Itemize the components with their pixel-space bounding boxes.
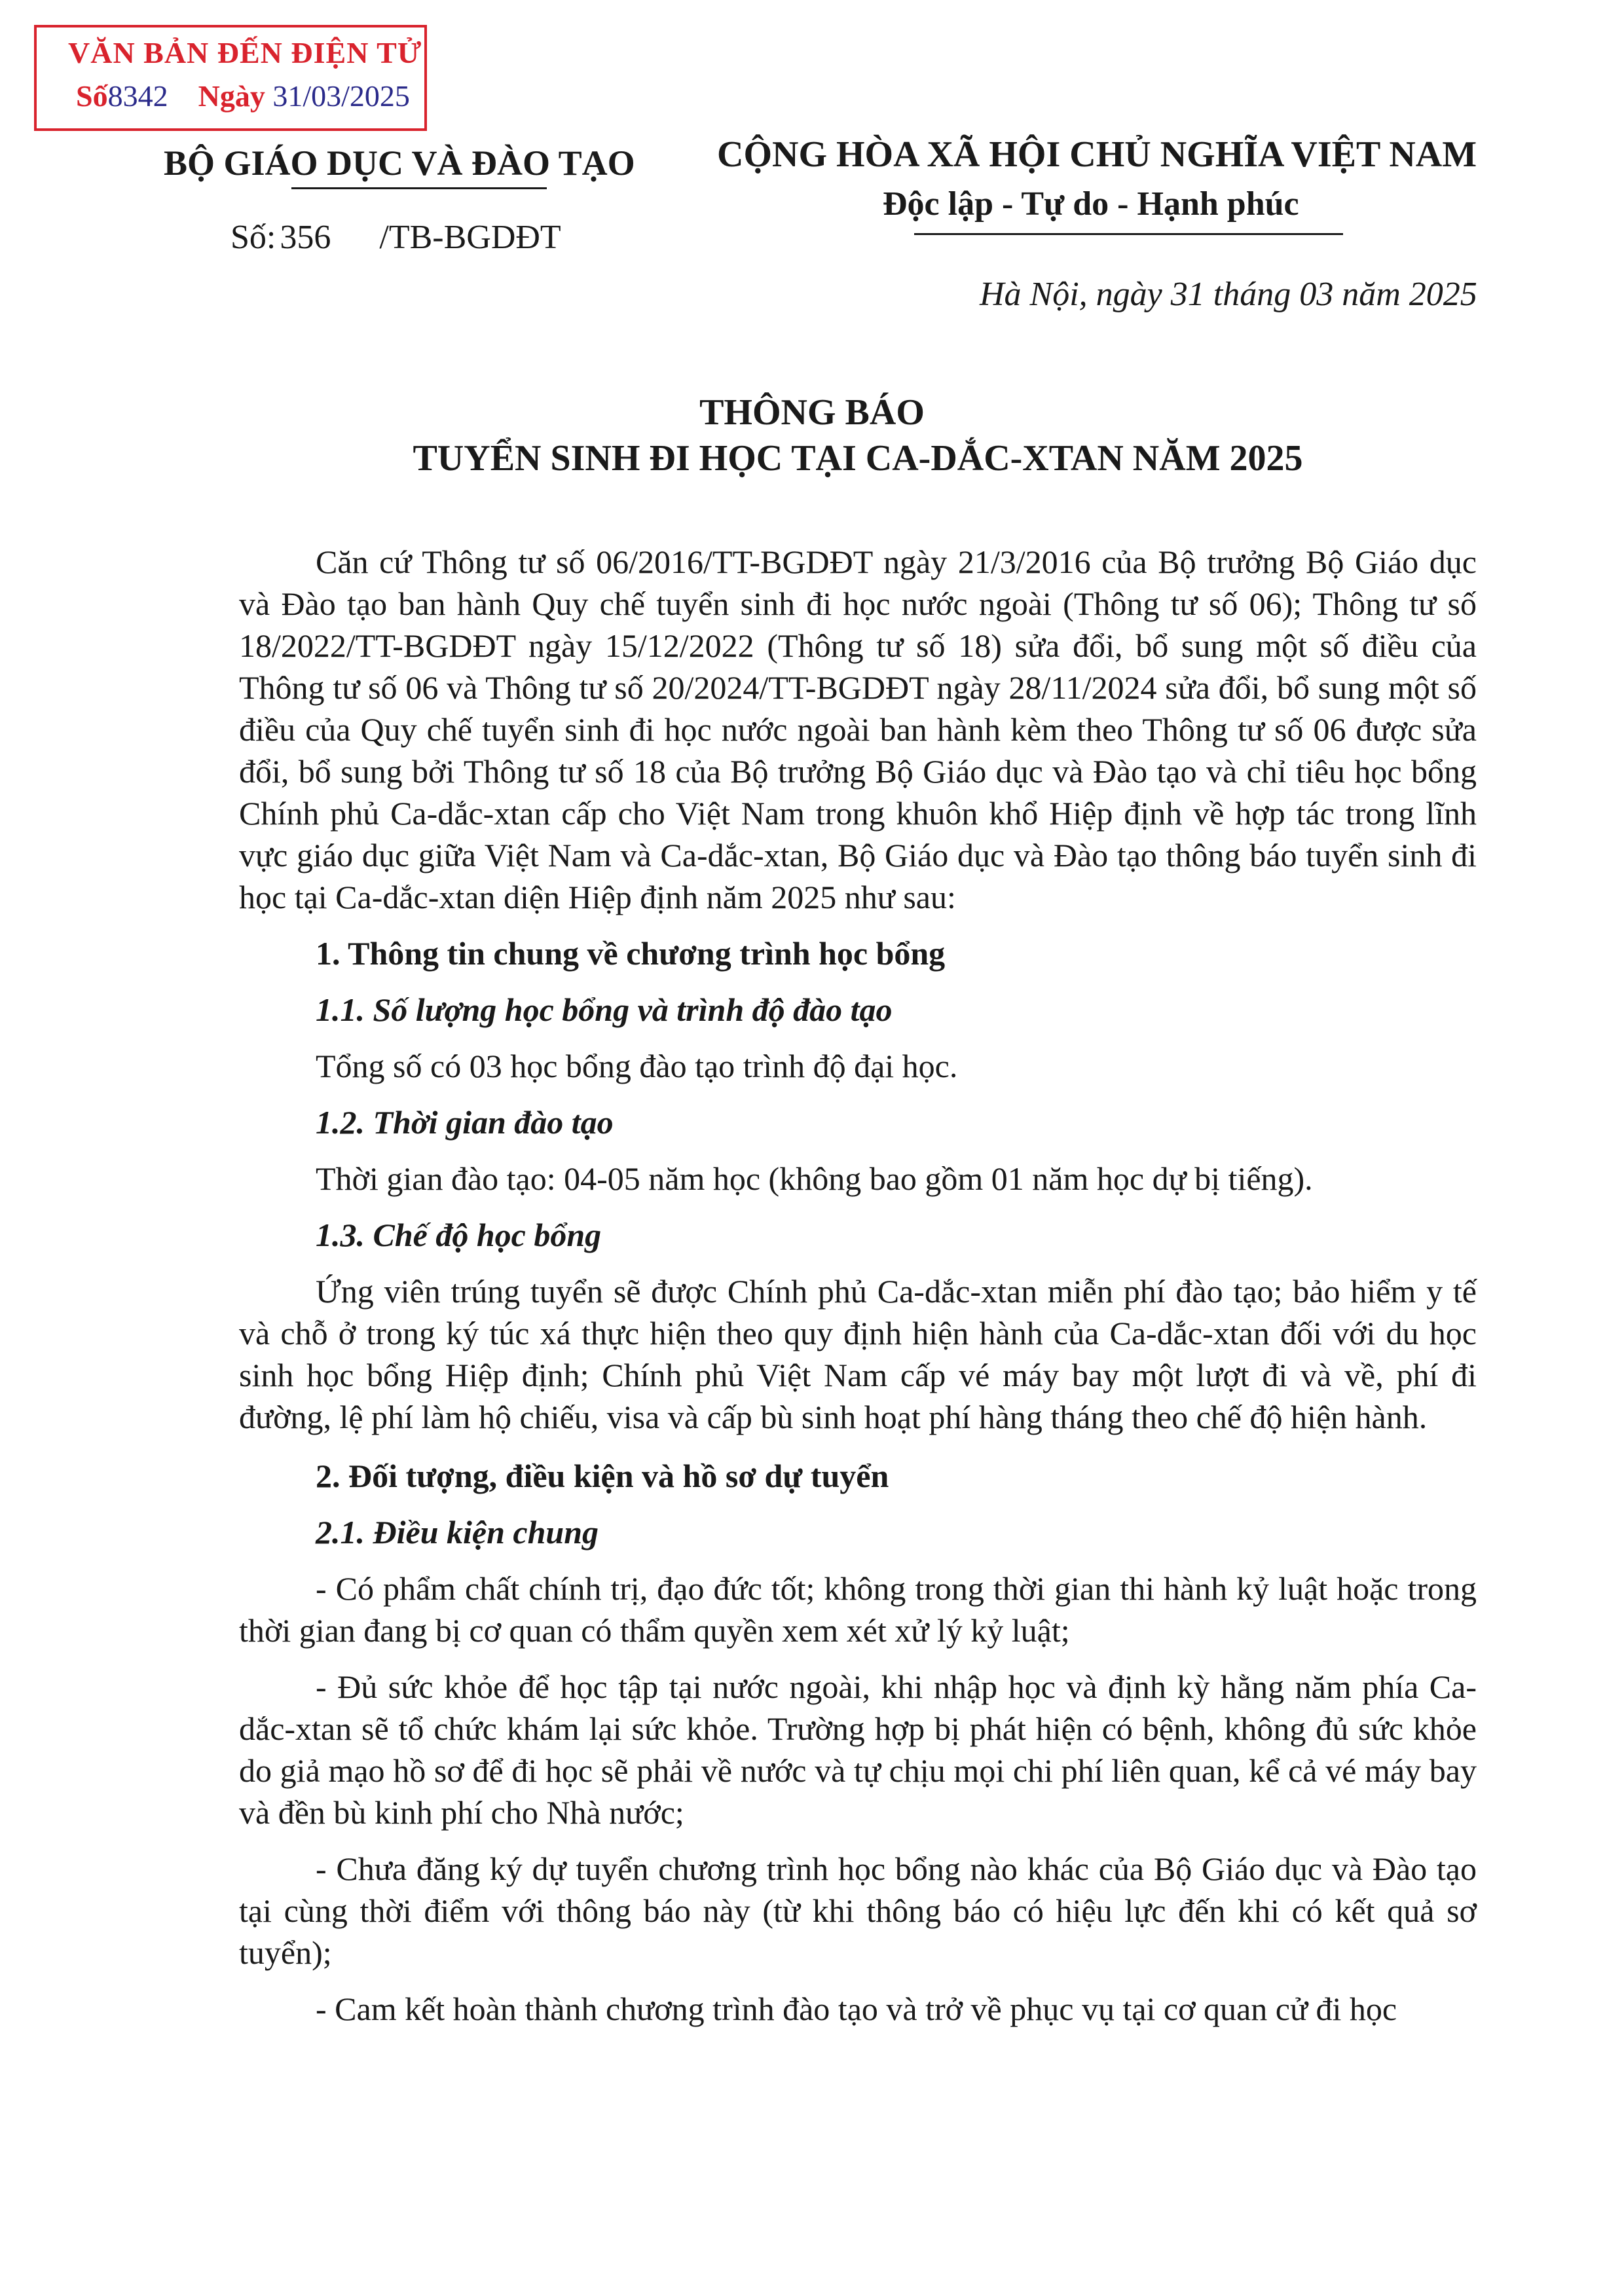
document-body <box>239 541 1477 2030</box>
issuing-ministry: BỘ GIÁO DỤC VÀ ĐÀO TẠO <box>164 143 635 183</box>
national-motto: Độc lập - Tự do - Hạnh phúc <box>883 185 1299 223</box>
received-stamp <box>34 25 427 131</box>
stamp-date: 31/03/2025 <box>272 79 410 113</box>
condition-item: - Cam kết hoàn thành chương trình đào tạo và trở về phục vụ tại cơ quan cử đi học <box>316 1991 1397 2027</box>
stamp-details <box>76 79 410 113</box>
section-1-2-heading: 1.2. Thời gian đào tạo <box>316 1104 614 1141</box>
section-2-1-heading: 2.1. Điều kiện chung <box>316 1514 599 1551</box>
document-subject-title: TUYỂN SINH ĐI HỌC TẠI CA-DẮC-XTAN NĂM 2025 <box>413 438 1303 479</box>
condition-item: - Chưa đăng ký dự tuyển chương trình học bổng nào khác của Bộ Giáo dục và Đào tạo tại cùng thời điểm với thông báo này (từ khi thông báo có hiệu lực đến khi có kết quả sơ tuyển); <box>239 1850 1477 1971</box>
section-1-heading: 1. Thông tin chung về chương trình học bổng <box>316 935 946 972</box>
place-date-line: Hà Nội, ngày 31 tháng 03 năm 2025 <box>980 276 1477 313</box>
intro-paragraph: Căn cứ Thông tư số 06/2016/TT-BGDĐT ngày 21/3/2016 của Bộ trưởng Bộ Giáo dục và Đào tạo ban hành Quy chế tuyển sinh đi học nước ngoài (Thông tư số 06); Thông tư số 18/2022/TT-BGDĐT ngày 15/12/2022 (Thông tư số 18) sửa đổi, bổ sung một số điều của Thông tư số 06 và Thông tư số 20/2024/TT-BGDĐT ngày 28/11/2024 sửa đổi, bổ sung một số điều của Quy chế tuyển sinh đi học nước ngoài ban hành kèm theo Thông tư số 06 được sửa đổi, bổ sung bởi Thông tư số 18 của Bộ trưởng Bộ Giáo dục và Đào tạo và chỉ tiêu học bổng Chính phủ Ca-dắc-xtan cấp cho Việt Nam trong khuôn khổ Hiệp định về hợp tác trong lĩnh vực giáo dục giữa Việt Nam và Ca-dắc-xtan, Bộ Giáo dục và Đào tạo thông báo tuyển sinh đi học tại Ca-dắc-xtan diện Hiệp định năm 2025 như sau: <box>239 543 1477 915</box>
doc-number-label: Số: <box>231 219 276 256</box>
motto-underline <box>914 233 1343 235</box>
section-1-2-text: Thời gian đào tạo: 04-05 năm học (không bao gồm 01 năm học dự bị tiếng). <box>316 1160 1313 1197</box>
section-1-3-heading: 1.3. Chế độ học bổng <box>316 1217 602 1253</box>
section-1-3-text: Ứng viên trúng tuyển sẽ được Chính phủ Ca-dắc-xtan miễn phí đào tạo; bảo hiểm y tế và chỗ ở trong ký túc xá thực hiện theo quy định hiện hành của Ca-dắc-xtan đối với du học sinh học bổng Hiệp định; Chính phủ Việt Nam cấp vé máy bay một lượt đi và về, phí đi đường, lệ phí làm hộ chiếu, visa và cấp bù sinh hoạt phí hàng tháng theo chế độ hiện hành. <box>239 1273 1477 1435</box>
section-1-1-text: Tổng số có 03 học bổng đào tạo trình độ đại học. <box>316 1048 958 1084</box>
stamp-title: VĂN BẢN ĐẾN ĐIỆN TỬ <box>68 36 422 69</box>
doc-number-value: 356 <box>280 219 331 256</box>
section-2-heading: 2. Đối tượng, điều kiện và hồ sơ dự tuyển <box>316 1458 889 1494</box>
condition-item: - Đủ sức khỏe để học tập tại nước ngoài, khi nhập học và định kỳ hằng năm phía Ca-dắc-xtan sẽ tổ chức khám lại sức khỏe. Trường hợp bị phát hiện có bệnh, không đủ sức khỏe do giả mạo hồ sơ để đi học sẽ phải về nước và tự chịu mọi chi phí liên quan, kể cả vé máy bay và đền bù kinh phí cho Nhà nước; <box>239 1668 1477 1831</box>
national-title: CỘNG HÒA XÃ HỘI CHỦ NGHĨA VIỆT NAM <box>717 134 1477 175</box>
doc-code: /TB-BGDĐT <box>379 219 561 256</box>
document-type-title: THÔNG BÁO <box>699 392 925 433</box>
stamp-number: 8342 <box>107 79 168 113</box>
document-number <box>231 218 561 257</box>
condition-item: - Có phẩm chất chính trị, đạo đức tốt; không trong thời gian thi hành kỷ luật hoặc trong thời gian đang bị cơ quan có thẩm quyền xem xét xử lý kỷ luật; <box>239 1570 1477 1649</box>
stamp-date-label: Ngày <box>198 79 265 113</box>
ministry-underline <box>291 187 547 189</box>
stamp-number-label: Số <box>76 79 108 113</box>
section-1-1-heading: 1.1. Số lượng học bổng và trình độ đào tạo <box>316 991 893 1028</box>
